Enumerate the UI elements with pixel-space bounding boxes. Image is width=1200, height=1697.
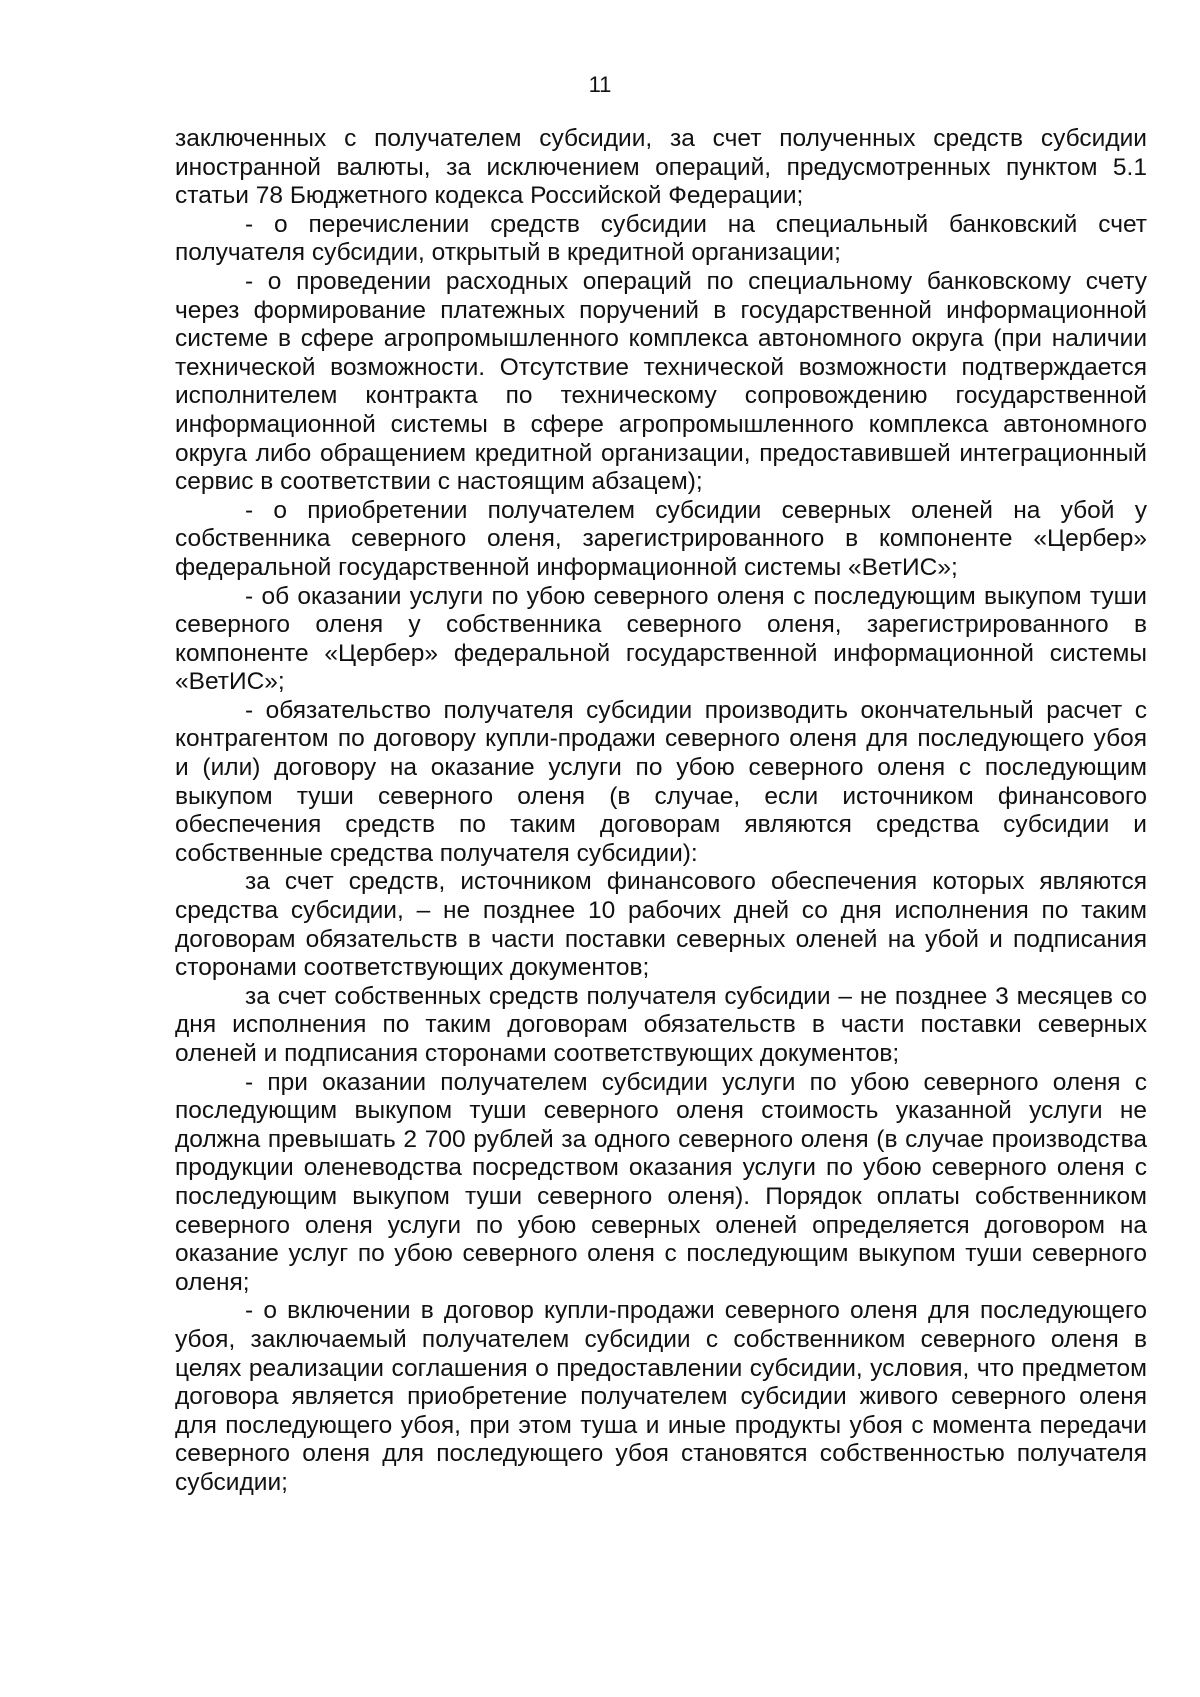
paragraph-subsidy-funds-deadline: за счет средств, источником финансового обеспечения которых являются средства субсидии, – не позднее 10 рабочих дней со дня исполнения по таким договорам обязательств в части поставки северных оленей на убой и подписания сторонами соответствующих документов;	[175, 868, 1147, 982]
paragraph-slaughter-service: - об оказании услуги по убою северного оленя с последующим выкупом туши северного оленя у собственника северного оленя, зарегистрированного в компоненте «Цербер» федеральной государственной информационной системы «ВетИС»;	[175, 582, 1147, 696]
paragraph-continuation: заключенных с получателем субсидии, за счет полученных средств субсидии иностранной валюты, за исключением операций, предусмотренных пунктом 5.1 статьи 78 Бюджетного кодекса Российской Федерации;	[175, 125, 1147, 210]
paragraph-own-funds-deadline: за счет собственных средств получателя субсидии – не позднее 3 месяцев со дня исполнения по таким договорам обязательств в части поставки северных оленей и подписания сторонами соответствующих документов;	[175, 982, 1147, 1067]
paragraph-final-settlement-obligation: - обязательство получателя субсидии производить окончательный расчет с контрагентом по договору купли-продажи северного оленя для последующего убоя и (или) договору на оказание услуги по убою северного оленя с последующим выкупом туши северного оленя (в случае, если источником финансового обеспечения средств по таким договорам являются средства субсидии и собственные средства получателя субсидии):	[175, 696, 1147, 867]
paragraph-contract-conditions: - о включении в договор купли-продажи северного оленя для последующего убоя, заключаемый получателем субсидии с собственником северного оленя в целях реализации соглашения о предоставлении субсидии, условия, что предметом договора является приобретение получателем субсидии живого северного оленя для последующего убоя, при этом туша и иные продукты убоя с момента передачи северного оленя для последующего убоя становятся собственностью получателя субсидии;	[175, 1297, 1147, 1496]
paragraph-special-account-transfer: - о перечислении средств субсидии на специальный банковский счет получателя субсидии, открытый в кредитной организации;	[175, 210, 1147, 267]
paragraph-reindeer-purchase: - о приобретении получателем субсидии северных оленей на убой у собственника северного оленя, зарегистрированного в компоненте «Цербер» федеральной государственной информационной системы «ВетИС»;	[175, 496, 1147, 581]
paragraph-expense-operations: - о проведении расходных операций по специальному банковскому счету через формирование платежных поручений в государственной информационной системе в сфере агропромышленного комплекса автономного округа (при наличии технической возможности. Отсутствие технической возможности подтверждается исполнителем контракта по техническому сопровождению государственной информационной системы в сфере агропромышленного комплекса автономного округа либо обращением кредитной организации, предоставившей интеграционный сервис в соответствии с настоящим абзацем);	[175, 267, 1147, 496]
paragraph-service-cost-limit: - при оказании получателем субсидии услуги по убою северного оленя с последующим выкупом туши северного оленя стоимость указанной услуги не должна превышать 2 700 рублей за одного северного оленя (в случае производства продукции оленеводства посредством оказания услуги по убою северного оленя с последующим выкупом туши северного оленя). Порядок оплаты собственником северного оленя услуги по убою северных оленей определяется договором на оказание услуг по убою северного оленя с последующим выкупом туши северного оленя;	[175, 1068, 1147, 1296]
document-body	[175, 125, 1147, 1498]
page-number: 11	[588, 72, 612, 97]
